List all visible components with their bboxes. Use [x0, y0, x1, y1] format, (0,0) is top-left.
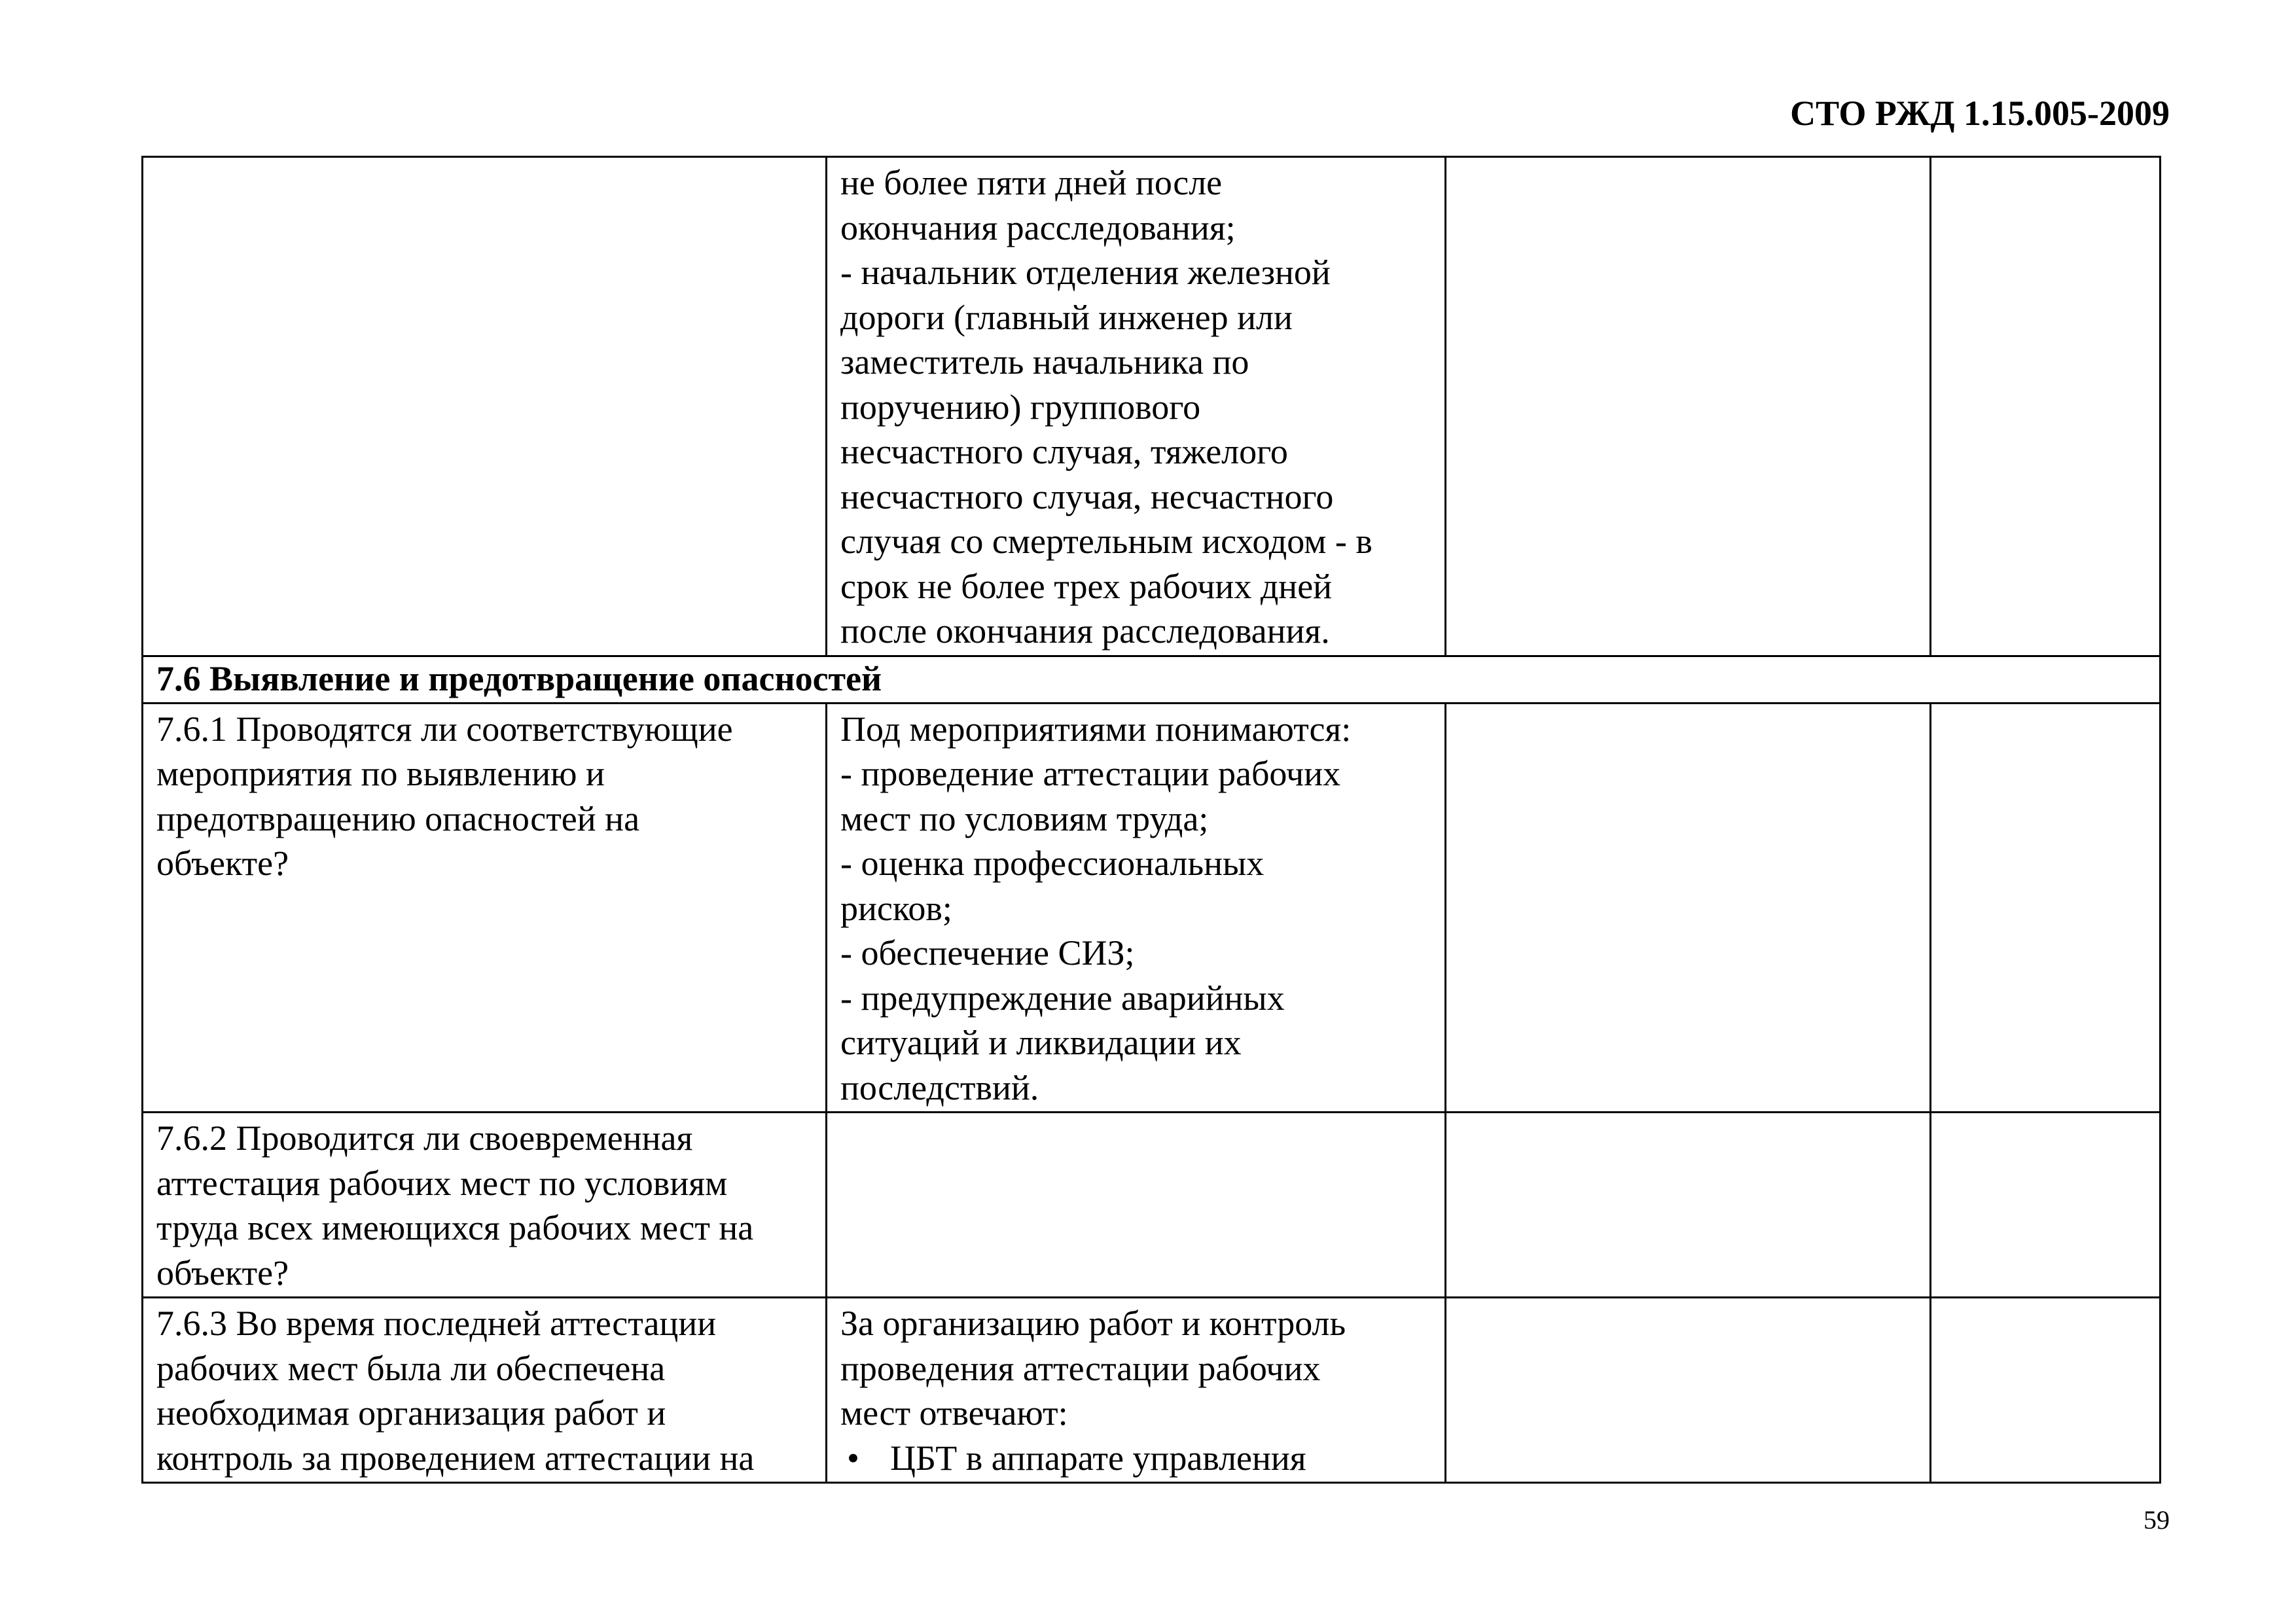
text-line: ситуаций и ликвидации их [840, 1023, 1242, 1062]
text-line: 7.6.3 Во время последней аттестации [156, 1304, 717, 1343]
remark-cell [1931, 1113, 2161, 1298]
text-line: 7.6.1 Проводятся ли соответствующие [156, 709, 733, 749]
text-line: рисков; [840, 888, 952, 928]
text-line: - начальник отделения железной [840, 253, 1331, 292]
text-line: предотвращению опасностей на [156, 798, 640, 838]
text-line: заместитель начальника по [840, 342, 1249, 382]
remark-cell [1931, 157, 2161, 656]
table-row [143, 157, 2161, 656]
text-line: мест отвечают: [840, 1393, 1068, 1433]
bullet-text: ЦБТ в аппарате управления [890, 1438, 1306, 1478]
bullet-icon: • [847, 1438, 859, 1478]
note-cell [827, 157, 1446, 656]
result-cell [1446, 157, 1931, 656]
text-line: несчастного случая, несчастного [840, 476, 1334, 516]
text-line: после окончания расследования. [840, 611, 1330, 651]
text-line: 7.6.2 Проводится ли своевременная [156, 1118, 693, 1158]
text-line: объекте? [156, 844, 289, 883]
text-line: контроль за проведением аттестации на [156, 1438, 755, 1478]
text-line: несчастного случая, тяжелого [840, 432, 1288, 471]
page-number: 59 [2144, 1505, 2170, 1535]
section-row [143, 656, 2161, 703]
table-row [143, 1113, 2161, 1298]
text-line: мероприятия по выявлению и [156, 754, 605, 793]
table-row [143, 703, 2161, 1113]
text-line: последствий. [840, 1067, 1039, 1107]
question-cell [143, 1298, 827, 1483]
result-cell [1446, 703, 1931, 1113]
text-line: окончания расследования; [840, 207, 1236, 247]
text-line: Под мероприятиями понимаются: [840, 709, 1352, 749]
bullet-item [840, 1436, 1431, 1481]
text-line: не более пяти дней после [840, 163, 1223, 202]
audit-checklist-table [141, 156, 2161, 1484]
text-line: - оценка профессиональных [840, 844, 1265, 883]
question-cell [143, 1113, 827, 1298]
text-line: - предупреждение аварийных [840, 978, 1285, 1018]
text-line: объекте? [156, 1253, 289, 1293]
result-cell [1446, 1113, 1931, 1298]
text-line: аттестация рабочих мест по условиям [156, 1163, 728, 1203]
question-cell [143, 703, 827, 1113]
remark-cell [1931, 1298, 2161, 1483]
text-line: срок не более трех рабочих дней [840, 566, 1333, 606]
document-code: СТО РЖД 1.15.005-2009 [1790, 94, 2170, 133]
note-cell [827, 1113, 1446, 1298]
text-line: проведения аттестации рабочих [840, 1348, 1321, 1388]
text-line: - проведение аттестации рабочих [840, 754, 1341, 793]
table-row [143, 1298, 2161, 1483]
text-line: - обеспечение СИЗ; [840, 933, 1135, 972]
note-cell [827, 1298, 1446, 1483]
text-line: поручению) группового [840, 387, 1201, 427]
result-cell [1446, 1298, 1931, 1483]
section-title: 7.6 Выявление и предотвращение опасностей [143, 656, 2161, 703]
text-line: дороги (главный инженер или [840, 297, 1293, 337]
text-line: случая со смертельным исходом - в [840, 522, 1372, 561]
text-line: За организацию работ и контроль [840, 1304, 1346, 1343]
text-line: труда всех имеющихся рабочих мест на [156, 1208, 754, 1247]
note-cell [827, 703, 1446, 1113]
question-cell [143, 157, 827, 656]
text-line: мест по условиям труда; [840, 798, 1209, 838]
text-line: необходимая организация работ и [156, 1393, 666, 1433]
remark-cell [1931, 703, 2161, 1113]
text-line: рабочих мест была ли обеспечена [156, 1348, 666, 1388]
